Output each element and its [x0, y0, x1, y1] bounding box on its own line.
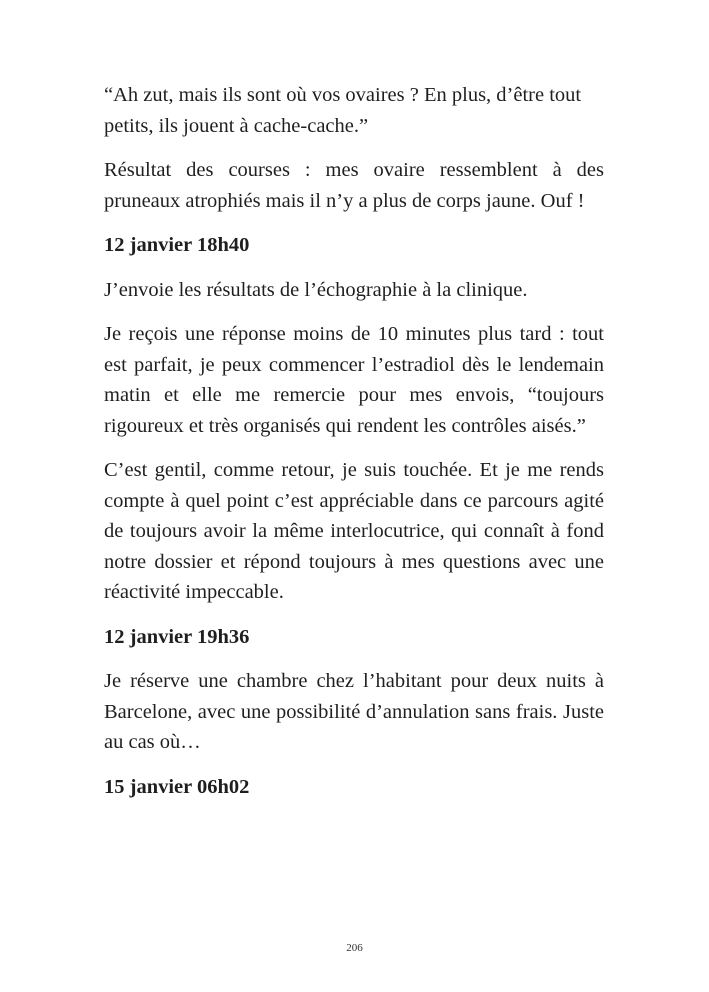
page-number: 206 [346, 942, 363, 954]
quote-paragraph: “Ah zut, mais ils sont où vos ovaires ? En plus, d’être tout petits, ils jouent à cache-cache.” [104, 84, 582, 137]
reflection-paragraph: C’est gentil, comme retour, je suis touchée. Et je me rends compte à quel point c’est appréciable dans ce parcours agité de toujours avoir la même interlocutrice, qui connaît à fond notre dossier et répond toujours à mes questions avec une réactivité impeccable. [104, 459, 604, 603]
booking-paragraph: Je réserve une chambre chez l’habitant pour deux nuits à Barcelone, avec une possibilité d’annulation sans frais. Juste au cas où… [104, 670, 604, 753]
page-body [104, 80, 604, 816]
clinic-reply-paragraph: Je reçois une réponse moins de 10 minutes plus tard : tout est parfait, je peux commencer l’estradiol dès le lendemain matin et elle me remercie pour mes envois, “toujours rigoureux et très organisés qui rendent les contrôles aisés.” [104, 323, 604, 437]
entry-heading-12-janvier-18h40: 12 janvier 18h40 [104, 234, 250, 256]
sending-results-paragraph: J’envoie les résultats de l’échographie à la clinique. [104, 278, 528, 301]
result-paragraph: Résultat des courses : mes ovaire ressemblent à des pruneaux atrophiés mais il n’y a plus de corps jaune. Ouf ! [104, 159, 604, 212]
entry-heading-15-janvier-06h02: 15 janvier 06h02 [104, 775, 250, 798]
entry-heading-12-janvier-19h36: 12 janvier 19h36 [104, 625, 250, 648]
